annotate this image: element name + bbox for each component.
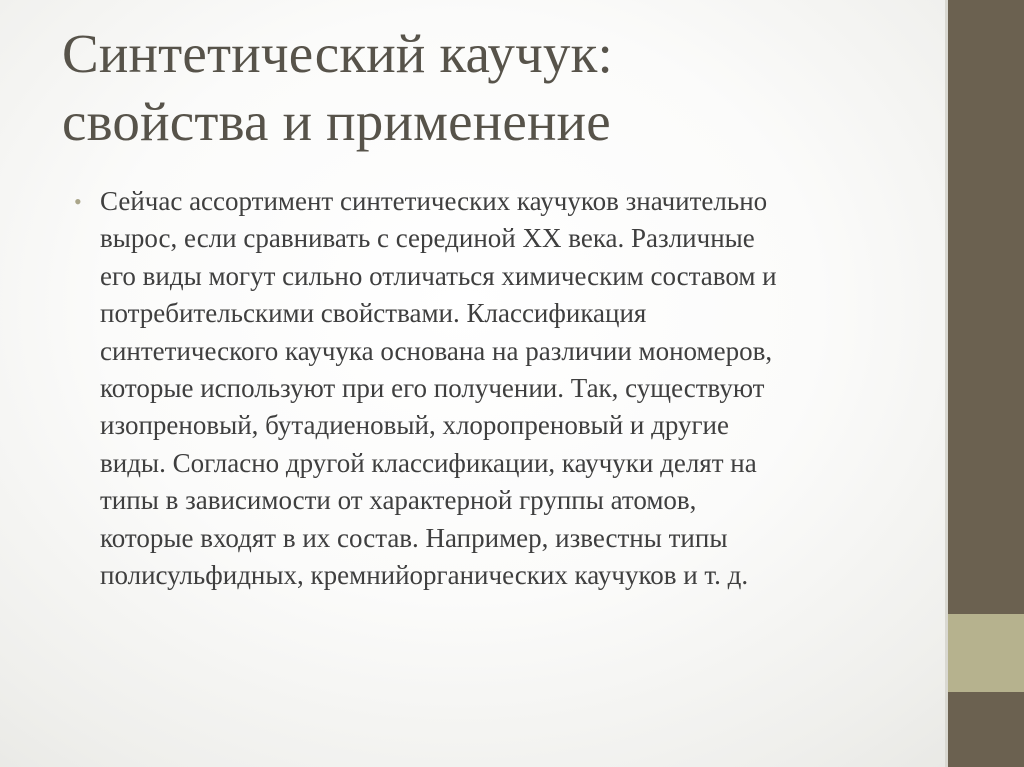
text-line: Сейчас ассортимент синтетических каучуков значительно [100, 186, 768, 216]
text-line: которые входят в их состав. Например, известны типы [100, 522, 728, 553]
bullet-item [72, 183, 912, 594]
slide-title-line: свойства и применение [62, 91, 611, 152]
bullet-text [100, 183, 912, 594]
text-line: полисульфидных, кремнийорганических каучуков и т. д. [100, 560, 749, 591]
slide-title-line: Синтетический каучук: [62, 23, 614, 84]
slide-content [72, 183, 912, 594]
text-line: синтетического каучука основана на различии мономеров, [100, 335, 773, 366]
decorative-sidebar [948, 0, 1024, 767]
bullet-icon: • [74, 189, 82, 214]
sidebar-band-top [948, 0, 1024, 614]
text-line: его виды могут сильно отличаться химическим составом и [100, 260, 777, 291]
text-line: изопреновый, бутадиеновый, хлоропреновый и другие [100, 410, 729, 441]
text-line: которые используют при его получении. Так, существуют [100, 373, 765, 404]
slide-title [62, 20, 922, 156]
sidebar-band-accent [948, 614, 1024, 692]
text-line: типы в зависимости от характерной группы атомов, [100, 485, 697, 516]
text-line: вырос, если сравнивать с серединой XX века. Различные [100, 223, 755, 254]
sidebar-band-bottom [948, 692, 1024, 767]
text-line: потребительскими свойствами. Классификация [100, 298, 647, 329]
text-line: виды. Согласно другой классификации, каучуки делят на [100, 447, 757, 478]
